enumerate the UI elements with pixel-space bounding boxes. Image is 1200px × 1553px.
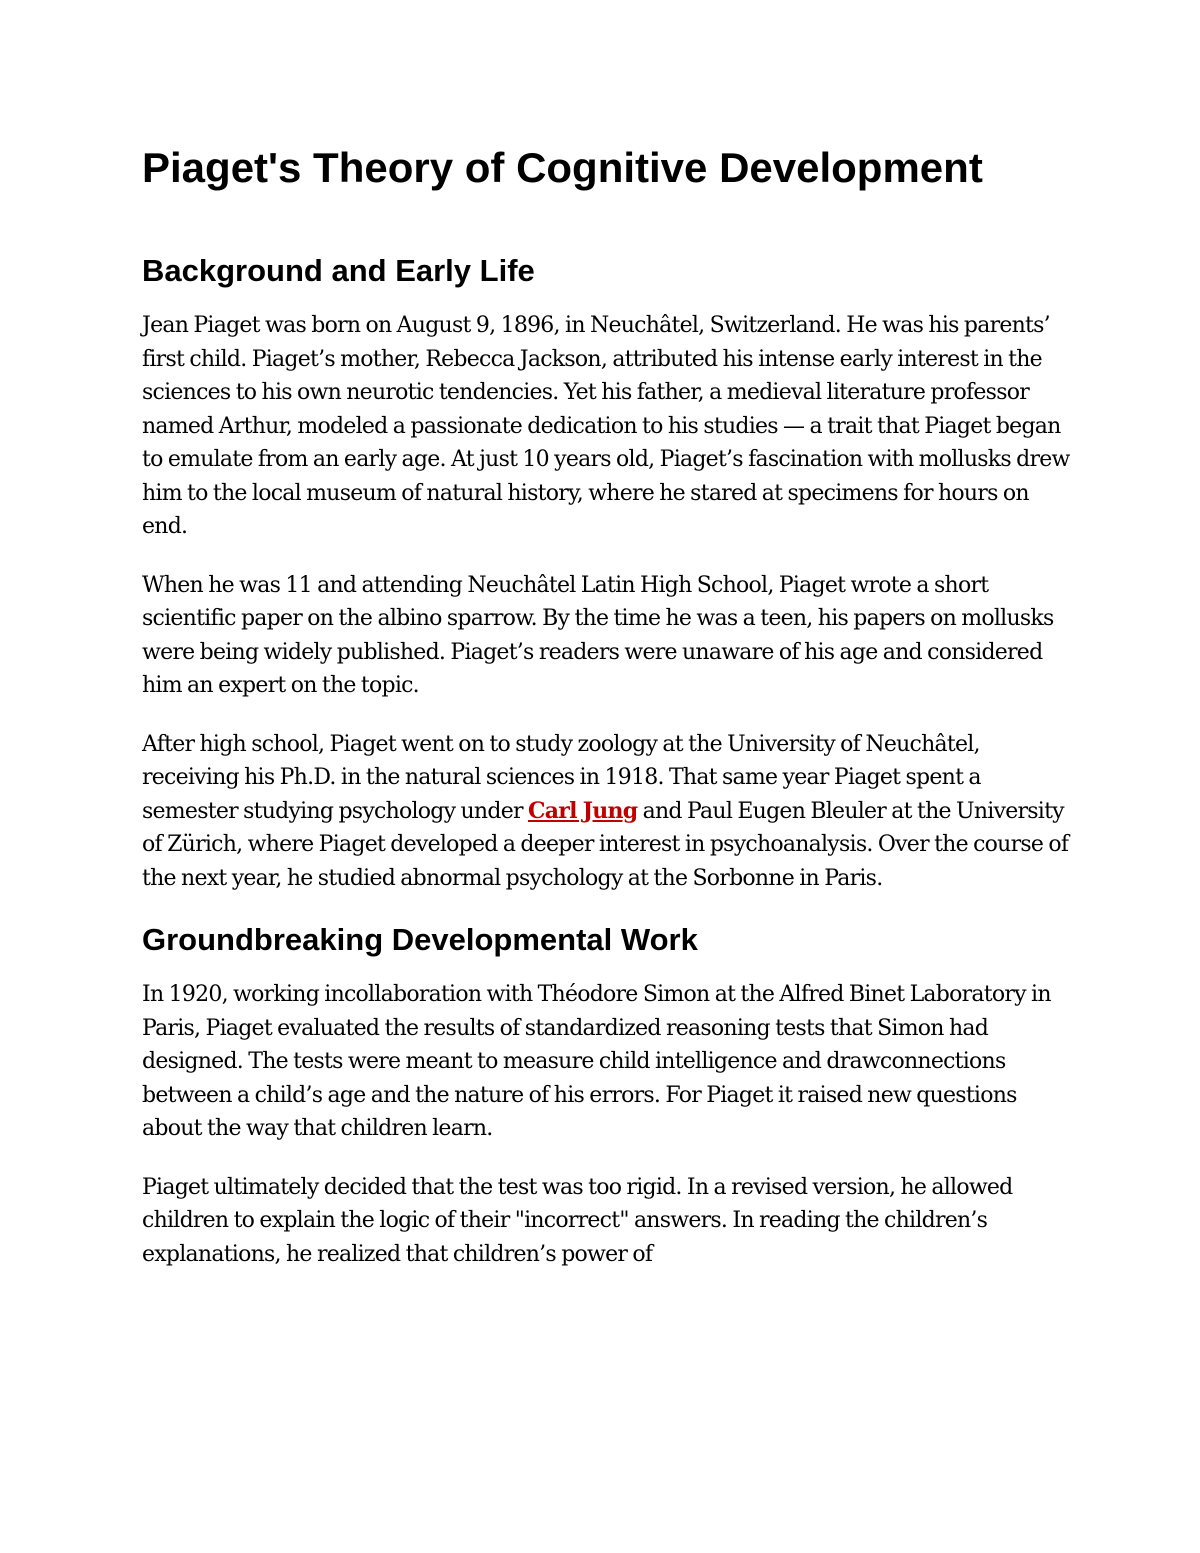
section-heading-background: Background and Early Life bbox=[142, 253, 535, 288]
paragraph-with-link bbox=[142, 728, 1072, 896]
carl-jung-link[interactable]: Carl Jung bbox=[527, 797, 638, 824]
page-title: Piaget's Theory of Cognitive Development bbox=[142, 144, 983, 191]
paragraph-text: and Paul Eugen Bleuler at the University of Zürich, where Piaget developed a deeper interest in psychoanalysis. Over the course of the next year, he studied abnormal psychology at the Sorbonne in Paris. bbox=[142, 798, 1069, 891]
paragraph: Jean Piaget was born on August 9, 1896, in Neuchâtel, Switzerland. He was his parents’ first child. Piaget’s mother, Rebecca Jackson, attributed his intense early interest in the sciences to his own neurotic tendencies. Yet his father, a medieval literature professor named Arthur, modeled a passionate dedication to his studies — a trait that Piaget began to emulate from an early age. At just 10 years old, Piaget’s fascination with mollusks drew him to the local museum of natural history, where he stared at specimens for hours on end. bbox=[142, 313, 1070, 539]
paragraph: Piaget ultimately decided that the test was too rigid. In a revised version, he allowed children to explain the logic of their "incorrect" answers. In reading the children’s explanations, he realized that children’s power of bbox=[142, 1174, 1013, 1267]
paragraph: In 1920, working incollaboration with Théodore Simon at the Alfred Binet Laboratory in Paris, Piaget evaluated the results of standardized reasoning tests that Simon had designed. The tests were meant to measure child intelligence and drawconnections between a child’s age and the nature of his errors. For Piaget it raised new questions about the way that children learn. bbox=[142, 982, 1051, 1141]
document-page bbox=[142, 138, 1072, 1296]
section-heading-developmental-work: Groundbreaking Developmental Work bbox=[142, 922, 698, 957]
paragraph: When he was 11 and attending Neuchâtel Latin High School, Piaget wrote a short scientific paper on the albino sparrow. By the time he was a teen, his papers on mollusks were being widely published. Piaget’s readers were unaware of his age and considered him an expert on the topic. bbox=[142, 572, 1054, 698]
paragraph-text: After high school, Piaget went on to study zoology at the University of Neuchâtel, receiving his Ph.D. in the natural sciences in 1918. That same year Piaget spent a semester studying psychology under bbox=[142, 731, 981, 824]
